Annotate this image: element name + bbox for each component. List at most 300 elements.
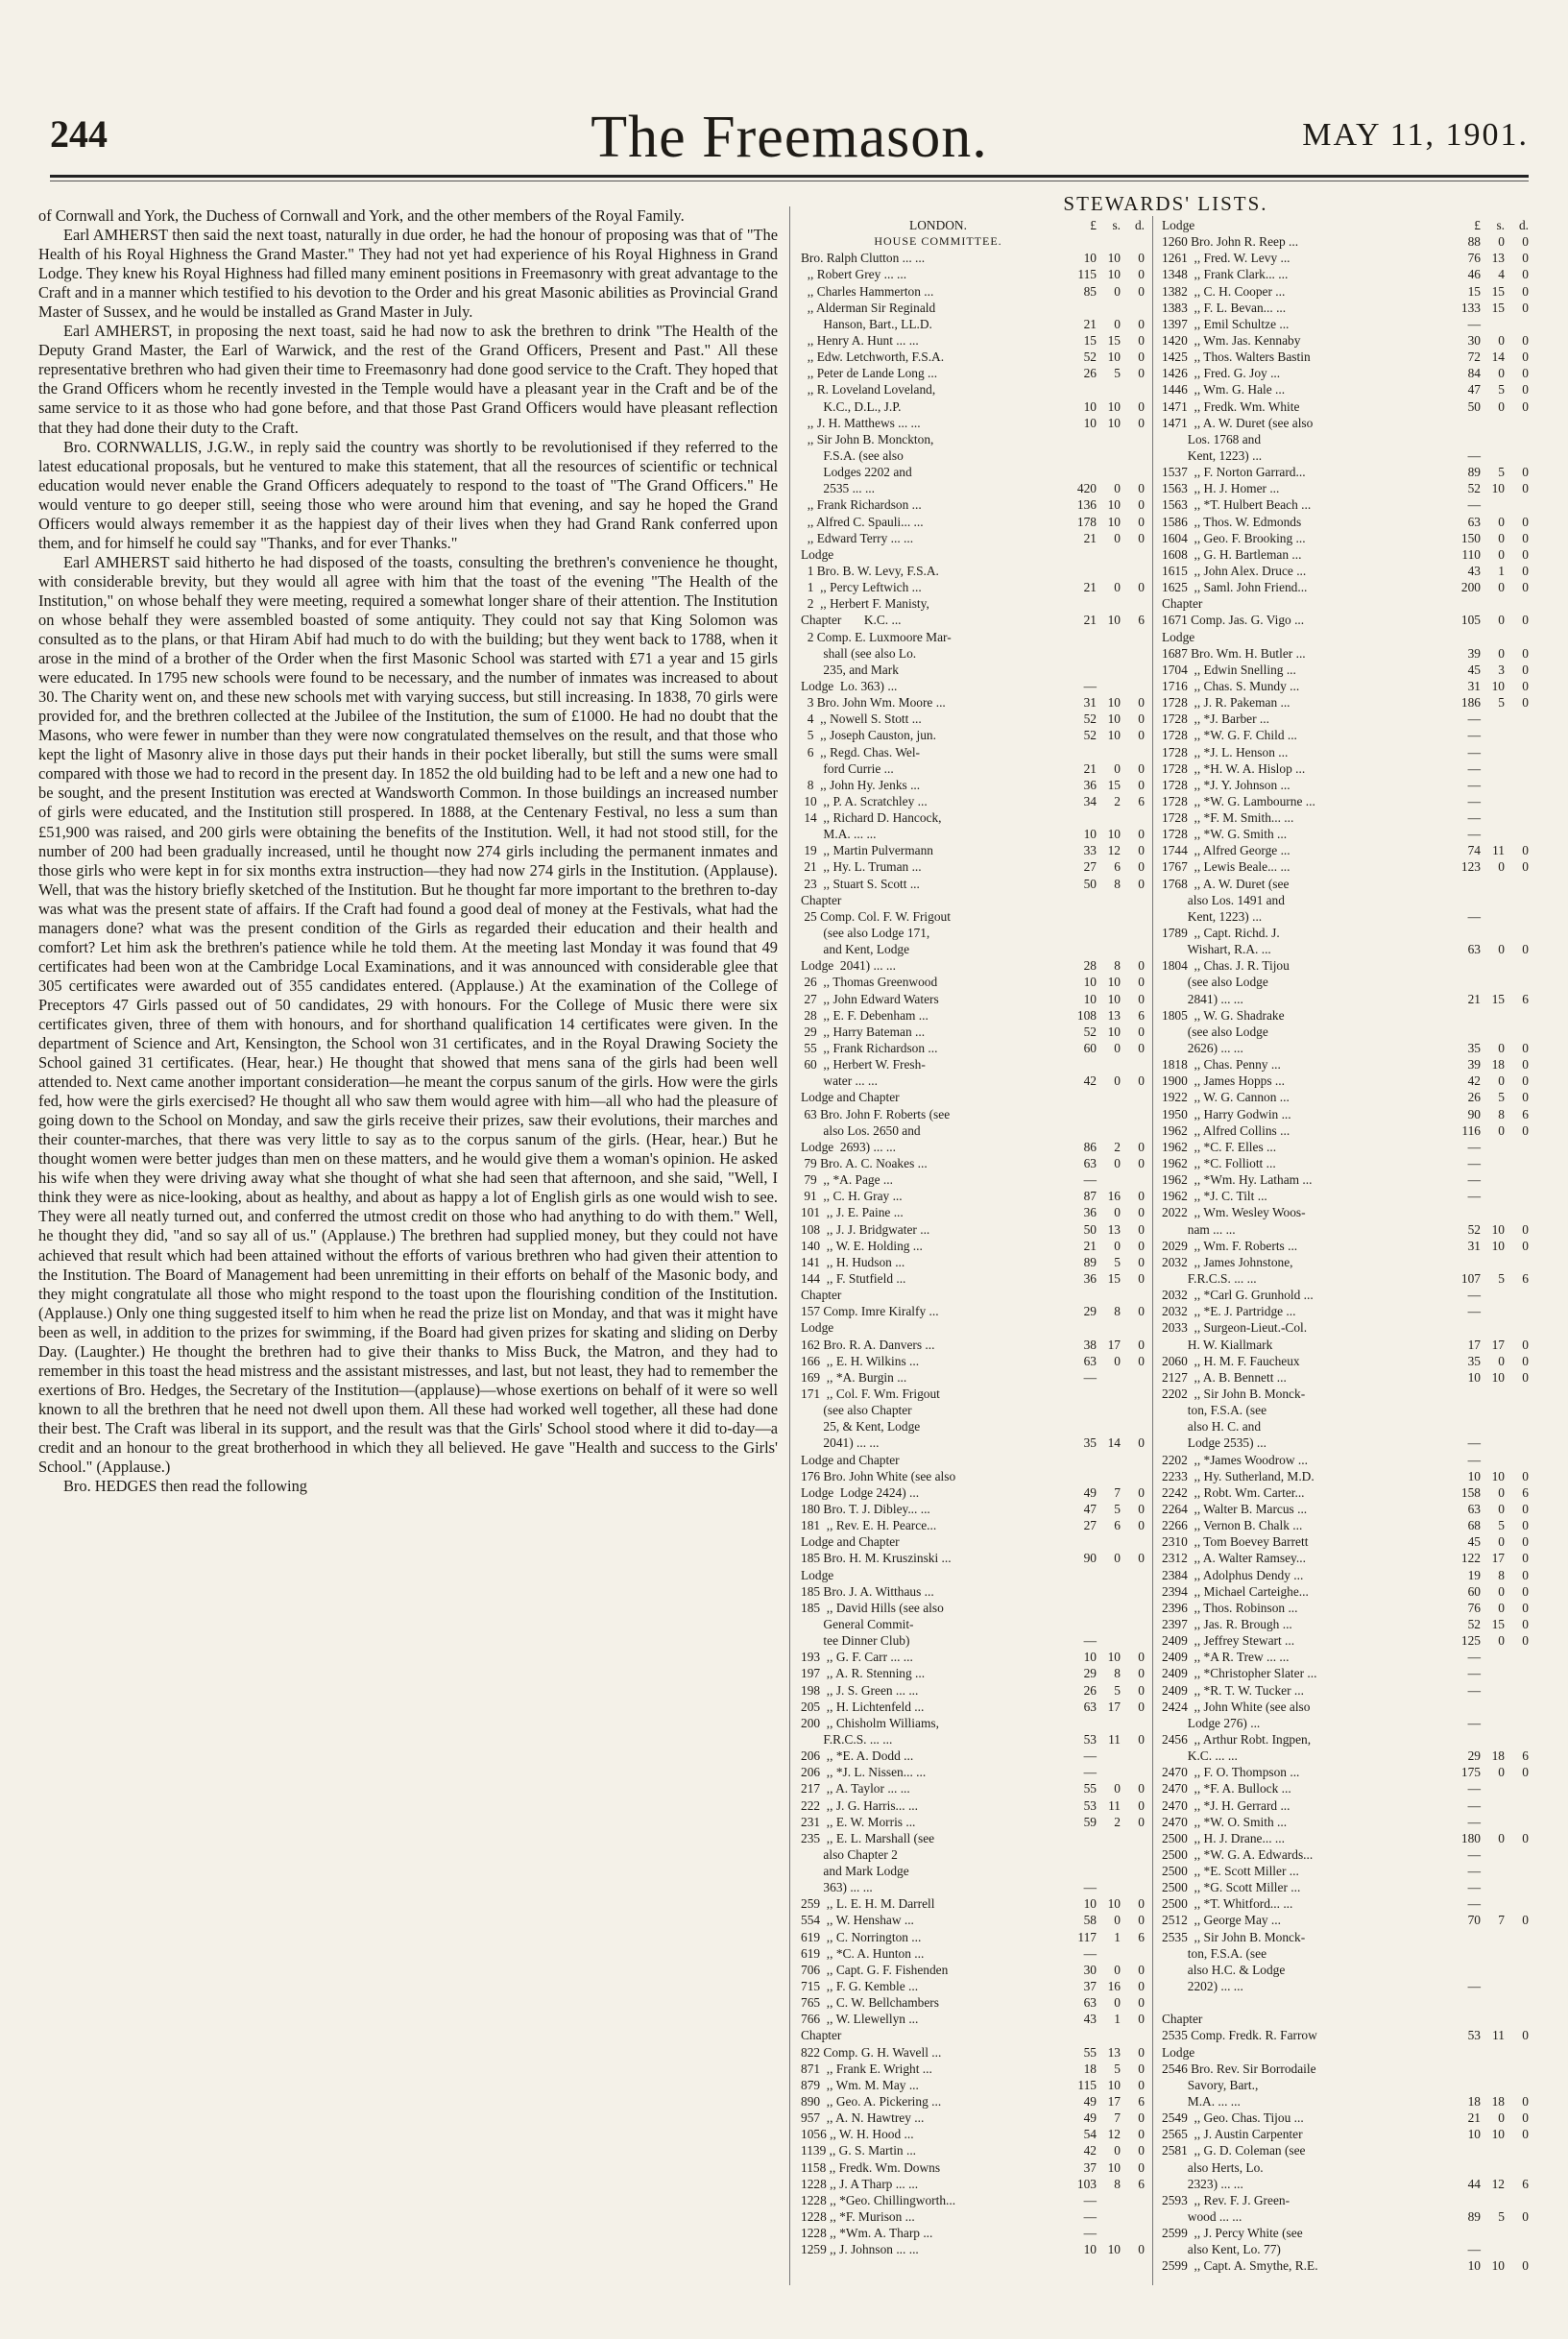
shillings: 0 xyxy=(1498,859,1505,875)
shillings: 2 xyxy=(1114,1139,1121,1154)
steward-name: 2599 ,, Capt. A. Smythe, R.E. xyxy=(1162,2258,1318,2274)
steward-entry xyxy=(1162,431,1529,447)
steward-amount xyxy=(1075,991,1145,1007)
pence xyxy=(1123,2192,1145,2208)
steward-entry xyxy=(1162,2241,1529,2257)
pounds xyxy=(1459,892,1481,908)
pounds xyxy=(1459,1929,1481,1945)
shillings: 2 xyxy=(1114,1814,1121,1829)
shillings: 16 xyxy=(1107,1979,1121,1994)
pounds: — xyxy=(1467,1781,1481,1796)
steward-name: also Chapter 2 xyxy=(801,1846,898,1862)
steward-entry xyxy=(801,1435,1145,1451)
pounds: — xyxy=(1467,1189,1481,1204)
steward-entry xyxy=(801,991,1145,1007)
shillings: 18 xyxy=(1491,1057,1505,1073)
steward-amount xyxy=(1459,957,1529,974)
pence xyxy=(1123,431,1145,447)
steward-name: Chapter xyxy=(801,1288,842,1303)
steward-name: 2394 ,, Michael Carteighe... xyxy=(1162,1583,1309,1599)
pounds: 87 xyxy=(1083,1189,1097,1204)
steward-name: 1471 ,, A. W. Duret (see also xyxy=(1162,415,1314,430)
pence xyxy=(1508,1731,1529,1748)
pounds: — xyxy=(1467,2242,1481,2257)
shillings: 8 xyxy=(1114,2176,1121,2191)
steward-name: 235, and Mark xyxy=(801,662,899,677)
steward-name: 1537 ,, F. Norton Garrard... xyxy=(1162,465,1306,480)
steward-name: Lodge xyxy=(1162,629,1195,644)
steward-name: 197 ,, A. R. Stenning ... xyxy=(801,1666,926,1681)
pounds: 39 xyxy=(1467,645,1481,661)
steward-amount xyxy=(1075,2192,1145,2208)
pence: 0 xyxy=(1522,2028,1529,2043)
steward-entry xyxy=(801,974,1145,990)
steward-amount xyxy=(1075,678,1145,694)
steward-entry xyxy=(1162,2192,1529,2208)
pounds: 30 xyxy=(1467,332,1481,348)
steward-entry xyxy=(801,793,1145,809)
pence xyxy=(1508,793,1529,809)
shillings xyxy=(1484,2142,1505,2158)
steward-name: 2264 ,, Walter B. Marcus ... xyxy=(1162,1501,1308,1516)
pounds: 17 xyxy=(1467,1337,1481,1352)
pounds: — xyxy=(1467,1814,1481,1829)
steward-name: 871 ,, Frank E. Wright ... xyxy=(801,2061,932,2076)
pounds: 10 xyxy=(1083,827,1097,842)
steward-entry xyxy=(1162,1616,1529,1632)
pence xyxy=(1123,2208,1145,2225)
steward-entry xyxy=(801,1616,1145,1632)
steward-amount xyxy=(1075,1287,1145,1303)
steward-amount xyxy=(1075,332,1145,349)
steward-name: 2500 ,, *G. Scott Miller ... xyxy=(1162,1880,1301,1895)
steward-name: 206 ,, *E. A. Dodd ... xyxy=(801,1748,914,1764)
pounds: 21 xyxy=(1083,760,1097,776)
steward-amount xyxy=(1459,217,1529,233)
steward-amount xyxy=(1075,546,1145,563)
shillings xyxy=(1099,809,1121,826)
steward-entry xyxy=(1162,563,1529,579)
shillings: 0 xyxy=(1498,1583,1505,1599)
steward-name: 2127 ,, A. B. Bennett ... xyxy=(1162,1369,1287,1385)
steward-entry xyxy=(1162,2176,1529,2192)
pence xyxy=(1123,1468,1145,1484)
pounds: 49 xyxy=(1083,2110,1097,2126)
steward-entry xyxy=(1162,496,1529,513)
shillings: 5 xyxy=(1114,2061,1121,2076)
shillings: 10 xyxy=(1107,398,1121,414)
steward-name: ,, Robert Grey ... ... xyxy=(801,267,907,282)
steward-amount xyxy=(1075,2027,1145,2043)
steward-amount xyxy=(1075,316,1145,332)
pence xyxy=(1508,957,1529,974)
steward-name: Bro. Ralph Clutton ... ... xyxy=(801,251,926,266)
steward-amount xyxy=(1075,1468,1145,1484)
pence xyxy=(1508,2011,1529,2027)
shillings: 10 xyxy=(1107,1896,1121,1912)
pence: 0 xyxy=(1522,366,1529,381)
steward-entry xyxy=(801,2126,1145,2142)
pence: 0 xyxy=(1522,859,1529,875)
steward-entry xyxy=(801,233,1145,250)
steward-amount xyxy=(1459,793,1529,809)
pence: 0 xyxy=(1138,1650,1145,1665)
steward-name: 2500 ,, *T. Whitford... ... xyxy=(1162,1896,1293,1912)
steward-amount xyxy=(1075,1073,1145,1089)
steward-name: 2032 ,, James Johnstone, xyxy=(1162,1254,1293,1269)
pence: 0 xyxy=(1138,1205,1145,1220)
shillings: 5 xyxy=(1498,382,1505,398)
pence: 0 xyxy=(1522,1057,1529,1073)
steward-name: 28 ,, E. F. Debenham ... xyxy=(801,1007,929,1023)
pounds: — xyxy=(1467,1864,1481,1879)
shillings: 10 xyxy=(1107,991,1121,1006)
pounds: 70 xyxy=(1467,1913,1481,1928)
pounds: 44 xyxy=(1467,2176,1481,2191)
shillings: 10 xyxy=(1107,613,1121,628)
pence xyxy=(1123,1386,1145,1402)
pounds: — xyxy=(1467,1880,1481,1895)
pence: 0 xyxy=(1138,1979,1145,1994)
steward-amount xyxy=(1459,694,1529,711)
shillings xyxy=(1099,2208,1121,2225)
pence xyxy=(1508,1188,1529,1204)
shillings xyxy=(1484,826,1505,842)
steward-entry xyxy=(801,595,1145,612)
steward-name: 166 ,, E. H. Wilkins ... xyxy=(801,1353,920,1368)
pence: 0 xyxy=(1138,2242,1145,2257)
shillings: 0 xyxy=(1114,1781,1121,1796)
pence: 0 xyxy=(1522,514,1529,529)
shillings xyxy=(1099,1879,1121,1895)
shillings xyxy=(1099,1386,1121,1402)
steward-name: HOUSE COMMITTEE. xyxy=(874,234,1002,249)
steward-entry xyxy=(801,1254,1145,1270)
steward-entry xyxy=(1162,480,1529,496)
shillings: 10 xyxy=(1107,2159,1121,2175)
steward-entry xyxy=(1162,1369,1529,1386)
pence: 0 xyxy=(1138,316,1145,331)
pence xyxy=(1123,1632,1145,1649)
steward-name: 1615 ,, John Alex. Druce ... xyxy=(1162,563,1307,578)
steward-name: 1 Bro. B. W. Levy, F.S.A. xyxy=(801,563,939,578)
pounds xyxy=(1459,1024,1481,1040)
shillings: 17 xyxy=(1491,1337,1505,1352)
shillings xyxy=(1484,1204,1505,1220)
steward-name: 222 ,, J. G. Harris... ... xyxy=(801,1797,918,1813)
pounds: — xyxy=(1467,316,1481,331)
shillings xyxy=(1484,1863,1505,1879)
pence: 0 xyxy=(1522,645,1529,661)
steward-amount xyxy=(1075,1089,1145,1105)
steward-amount xyxy=(1075,1715,1145,1731)
pounds: 63 xyxy=(1083,1353,1097,1368)
steward-entry xyxy=(1162,546,1529,563)
steward-name: Savory, Bart., xyxy=(1162,2077,1259,2092)
pence: 0 xyxy=(1138,1073,1145,1089)
pence: 0 xyxy=(1522,382,1529,398)
steward-name: 2535 Comp. Fredk. R. Farrow xyxy=(1162,2028,1317,2043)
pence: 0 xyxy=(1522,2209,1529,2225)
steward-entry xyxy=(801,2027,1145,2043)
shillings: 0 xyxy=(1498,1633,1505,1649)
shillings xyxy=(1099,1468,1121,1484)
masthead-title: The Freemason. xyxy=(591,105,988,170)
steward-name: 1704 ,, Edwin Snelling ... xyxy=(1162,662,1296,677)
steward-name: 1767 ,, Lewis Beale... ... xyxy=(1162,859,1291,875)
shillings: 10 xyxy=(1491,1468,1505,1483)
steward-name: Lodge xyxy=(801,1320,834,1336)
steward-entry xyxy=(1162,727,1529,743)
pence: 0 xyxy=(1138,1484,1145,1500)
steward-entry xyxy=(801,1533,1145,1550)
steward-entry xyxy=(1162,381,1529,398)
steward-amount xyxy=(1459,1895,1529,1912)
pounds: 43 xyxy=(1083,2012,1097,2027)
steward-entry xyxy=(1162,1089,1529,1105)
steward-name: Lodge Lodge 2424) ... xyxy=(801,1484,920,1500)
steward-amount xyxy=(1459,711,1529,727)
shillings: 10 xyxy=(1107,1024,1121,1039)
shillings xyxy=(1099,1748,1121,1764)
pounds: 10 xyxy=(1083,1896,1097,1912)
shillings xyxy=(1484,2044,1505,2061)
shillings xyxy=(1099,629,1121,645)
steward-amount xyxy=(1459,876,1529,892)
pence xyxy=(1508,431,1529,447)
pounds xyxy=(1075,1386,1097,1402)
steward-name: 1728 ,, *F. M. Smith... ... xyxy=(1162,810,1294,826)
shillings: 6 xyxy=(1114,859,1121,875)
steward-amount xyxy=(1075,1501,1145,1517)
shillings xyxy=(1484,2225,1505,2241)
steward-entry xyxy=(801,2208,1145,2225)
steward-amount xyxy=(1459,250,1529,266)
steward-entry xyxy=(801,2142,1145,2158)
shillings xyxy=(1484,431,1505,447)
shillings xyxy=(1099,2192,1121,2208)
pence: 6 xyxy=(1522,991,1529,1006)
pounds xyxy=(1075,595,1097,612)
steward-entry xyxy=(801,1024,1145,1040)
steward-amount xyxy=(1459,332,1529,349)
pounds: 86 xyxy=(1083,1139,1097,1154)
pounds: 38 xyxy=(1083,1337,1097,1352)
pence xyxy=(1508,1171,1529,1188)
steward-amount xyxy=(1075,1270,1145,1287)
pounds: 10 xyxy=(1467,1369,1481,1385)
pence: 0 xyxy=(1522,1765,1529,1780)
steward-name: 2029 ,, Wm. F. Roberts ... xyxy=(1162,1238,1298,1253)
shillings xyxy=(1099,1600,1121,1616)
steward-name: (see also Lodge xyxy=(1162,975,1268,990)
steward-name: also H.C. & Lodge xyxy=(1162,1962,1286,1977)
pence xyxy=(1123,1945,1145,1962)
steward-name: 1804 ,, Chas. J. R. Tijou xyxy=(1162,958,1290,974)
steward-entry xyxy=(1162,217,1529,233)
steward-name: K.C., D.L., J.P. xyxy=(801,398,902,414)
shillings: 0 xyxy=(1498,645,1505,661)
shillings: 15 xyxy=(1107,332,1121,348)
steward-name: 706 ,, Capt. G. F. Fishenden xyxy=(801,1962,949,1977)
steward-name: 1260 Bro. John R. Reep ... xyxy=(1162,234,1299,250)
pounds: 29 xyxy=(1083,1666,1097,1681)
steward-entry xyxy=(1162,1846,1529,1863)
shillings xyxy=(1484,892,1505,908)
steward-entry xyxy=(801,842,1145,858)
pounds: — xyxy=(1467,1156,1481,1171)
pence: 0 xyxy=(1138,481,1145,496)
pounds: 50 xyxy=(1083,876,1097,891)
pounds xyxy=(1459,1699,1481,1715)
steward-entry xyxy=(801,2044,1145,2061)
steward-entry xyxy=(801,365,1145,381)
steward-entry xyxy=(1162,1007,1529,1024)
pounds xyxy=(1075,645,1097,662)
pence: 0 xyxy=(1522,695,1529,711)
steward-name: 176 Bro. John White (see also xyxy=(801,1468,956,1483)
shillings: 5 xyxy=(1498,2209,1505,2225)
pounds: 45 xyxy=(1467,1534,1481,1550)
shillings xyxy=(1484,1155,1505,1171)
steward-name: 1382 ,, C. H. Cooper ... xyxy=(1162,283,1286,299)
pence xyxy=(1123,1764,1145,1780)
pence xyxy=(1508,1402,1529,1418)
pounds xyxy=(1459,2011,1481,2027)
steward-amount xyxy=(1459,579,1529,595)
pence: 0 xyxy=(1138,1139,1145,1154)
pence xyxy=(1123,1402,1145,1418)
pence: 0 xyxy=(1138,1337,1145,1352)
pounds: 53 xyxy=(1083,1797,1097,1813)
steward-name: 1687 Bro. Wm. H. Butler ... xyxy=(1162,645,1306,661)
steward-name: (see also Lodge xyxy=(1162,1024,1268,1039)
shillings xyxy=(1099,563,1121,579)
steward-amount xyxy=(1459,892,1529,908)
steward-entry xyxy=(1162,2208,1529,2225)
steward-amount xyxy=(1459,480,1529,496)
pounds: 52 xyxy=(1467,1616,1481,1631)
pounds: £ xyxy=(1090,218,1097,232)
steward-amount xyxy=(1075,1238,1145,1254)
steward-name: 200 ,, Chisholm Williams, xyxy=(801,1715,939,1730)
pounds: — xyxy=(1467,1435,1481,1451)
steward-amount xyxy=(1459,595,1529,612)
pence xyxy=(1123,233,1145,250)
shillings: 14 xyxy=(1491,350,1505,365)
pence xyxy=(1123,447,1145,464)
pence xyxy=(1123,1122,1145,1139)
steward-name: 10 ,, P. A. Scratchley ... xyxy=(801,793,928,808)
pence: 0 xyxy=(1522,300,1529,315)
pounds xyxy=(1459,2159,1481,2176)
steward-entry xyxy=(801,1386,1145,1402)
steward-name: ,, Edw. Letchworth, F.S.A. xyxy=(801,350,945,365)
pence xyxy=(1123,1106,1145,1122)
steward-entry xyxy=(801,1319,1145,1336)
steward-entry xyxy=(801,1649,1145,1665)
steward-entry xyxy=(1162,2011,1529,2027)
steward-name: 198 ,, J. S. Green ... ... xyxy=(801,1682,919,1698)
steward-name: 1950 ,, Harry Godwin ... xyxy=(1162,1106,1291,1121)
steward-entry xyxy=(801,300,1145,316)
steward-name: 91 ,, C. H. Gray ... xyxy=(801,1189,903,1204)
pence xyxy=(1508,2061,1529,2077)
shillings: 0 xyxy=(1114,1238,1121,1253)
pounds: 178 xyxy=(1076,514,1097,529)
pounds: 116 xyxy=(1461,1122,1481,1138)
steward-entry xyxy=(801,826,1145,842)
shillings xyxy=(1099,941,1121,957)
steward-entry xyxy=(1162,876,1529,892)
steward-name: Chapter xyxy=(1162,596,1203,612)
steward-name: 6 ,, Regd. Chas. Wel- xyxy=(801,744,921,760)
pence: 0 xyxy=(1138,1024,1145,1039)
pence xyxy=(1123,595,1145,612)
pence: 0 xyxy=(1522,1534,1529,1550)
shillings xyxy=(1099,1533,1121,1550)
steward-name: 1586 ,, Thos. W. Edmonds xyxy=(1162,514,1302,529)
pounds: — xyxy=(1083,1945,1097,1961)
pence xyxy=(1123,809,1145,826)
steward-amount xyxy=(1075,1846,1145,1863)
steward-amount xyxy=(1459,1188,1529,1204)
pence xyxy=(1123,1863,1145,1879)
steward-amount xyxy=(1459,415,1529,431)
steward-name: 2599 ,, J. Percy White (see xyxy=(1162,2226,1303,2241)
steward-amount xyxy=(1459,1863,1529,1879)
steward-amount xyxy=(1075,2110,1145,2126)
pence: 0 xyxy=(1522,1238,1529,1253)
pounds: 31 xyxy=(1467,1238,1481,1253)
steward-name: also H. C. and xyxy=(1162,1419,1262,1435)
steward-amount xyxy=(1075,2093,1145,2110)
pounds: — xyxy=(1467,1896,1481,1912)
pounds: — xyxy=(1467,1304,1481,1319)
pounds xyxy=(1075,1418,1097,1435)
pounds: 117 xyxy=(1077,1929,1097,1944)
steward-amount xyxy=(1075,217,1145,233)
steward-name: 2841) ... ... xyxy=(1162,991,1243,1006)
steward-name: 19 ,, Martin Pulvermann xyxy=(801,843,933,858)
steward-name: 2470 ,, *W. O. Smith ... xyxy=(1162,1814,1288,1829)
steward-amount xyxy=(1075,1797,1145,1814)
steward-amount xyxy=(1075,480,1145,496)
steward-name: 1768 ,, A. W. Duret (see xyxy=(1162,876,1290,891)
steward-amount xyxy=(1459,809,1529,826)
shillings xyxy=(1099,431,1121,447)
steward-entry xyxy=(1162,1533,1529,1550)
steward-name: 715 ,, F. G. Kemble ... xyxy=(801,1979,919,1994)
pounds: — xyxy=(1467,777,1481,792)
steward-amount xyxy=(1075,431,1145,447)
steward-name: 1261 ,, Fred. W. Levy ... xyxy=(1162,251,1291,266)
pounds xyxy=(1459,595,1481,612)
steward-entry xyxy=(1162,1567,1529,1583)
steward-amount xyxy=(1459,381,1529,398)
pounds: 33 xyxy=(1083,843,1097,858)
steward-entry xyxy=(801,1040,1145,1056)
shillings: 0 xyxy=(1114,283,1121,299)
shillings: 0 xyxy=(1114,530,1121,545)
pence: 0 xyxy=(1138,1731,1145,1747)
steward-entry xyxy=(1162,1550,1529,1566)
steward-amount xyxy=(1075,300,1145,316)
steward-entry xyxy=(1162,1978,1529,1994)
pounds: — xyxy=(1467,711,1481,727)
steward-name: Lodge 2693) ... ... xyxy=(801,1139,896,1154)
pence xyxy=(1508,496,1529,513)
